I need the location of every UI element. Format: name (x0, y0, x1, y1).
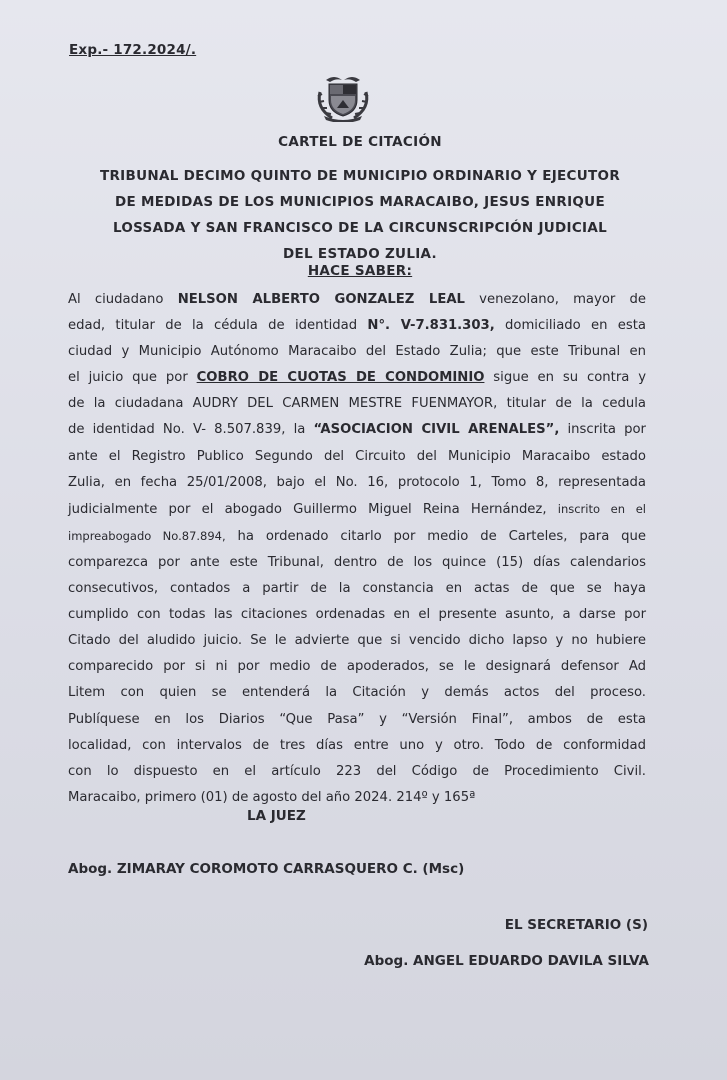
body-line: de la ciudadana AUDRY DEL CARMEN MESTRE FUENMAYOR, titular de la cedula (68, 396, 646, 412)
body-line: Al ciudadano NELSON ALBERTO GONZALEZ LEAL venezolano, mayor de (68, 292, 646, 307)
secretary-title: EL SECRETARIO (S) (504, 917, 648, 933)
tribunal-line: DEL ESTADO ZULIA. (283, 246, 437, 262)
tribunal-line: TRIBUNAL DECIMO QUINTO DE MUNICIPIO ORDINARIO Y EJECUTOR (99, 168, 621, 184)
case-type: COBRO DE CUOTAS DE CONDOMINIO (196, 370, 485, 386)
body-line: Publíquese en los Diarios “Que Pasa” y “Versión Final”, ambos de esta (68, 711, 646, 727)
body-line: comparezca por ante este Tribunal, dentro de los quince (15) días calendarios (68, 554, 646, 570)
body-line: localidad, con intervalos de tres días entre uno y otro. Todo de conformidad (68, 737, 646, 753)
judge-title: LA JUEZ (247, 808, 306, 824)
tribunal-line: LOSSADA Y SAN FRANCISCO DE LA CIRCUNSCRIPCIÓN JUDICIAL (112, 220, 608, 236)
document-title: CARTEL DE CITACIÓN (278, 134, 442, 150)
body-line: ciudad y Municipio Autónomo Maracaibo del Estado Zulia; que este Tribunal en (68, 344, 646, 360)
body-line: con lo dispuesto en el artículo 223 del Código de Procedimiento Civil. (68, 763, 646, 779)
body-line: cumplido con todas las citaciones ordenadas en el presente asunto, a darse por (68, 607, 646, 623)
body-line: impreabogado No.87.894, ha ordenado citarlo por medio de Carteles, para que (68, 528, 646, 544)
body-line: Litem con quien se entenderá la Citación y demás actos del proceso. (68, 685, 646, 701)
secretary-name: Abog. ANGEL EDUARDO DAVILA SILVA (364, 953, 649, 969)
judge-name: Abog. ZIMARAY COROMOTO CARRASQUERO C. (Msc) (68, 861, 465, 877)
plaintiff-name: “ASOCIACION CIVIL ARENALES”, (313, 422, 560, 438)
body-line: Zulia, en fecha 25/01/2008, bajo el No. 16, protocolo 1, Tomo 8, representada (68, 474, 646, 490)
tribunal-line: DE MEDIDAS DE LOS MUNICIPIOS MARACAIBO, JESUS ENRIQUE (115, 194, 605, 210)
body-line: Citado del aludido juicio. Se le advierte que si vencido dicho lapso y no hubiere (68, 633, 646, 649)
defendant-id: N°. V-7.831.303, (367, 318, 495, 334)
venezuela-coat-of-arms-icon (312, 72, 374, 122)
hace-saber-text: HACE SABER: (307, 263, 413, 279)
citation-body (68, 287, 646, 811)
body-line: Maracaibo, primero (01) de agosto del año 2024. 214º y 165ª (68, 789, 476, 805)
body-line: el juicio que por COBRO DE CUOTAS DE CONDOMINIO sigue en su contra y (68, 370, 646, 386)
body-line: judicialmente por el abogado Guillermo Miguel Reina Hernández, inscrito en el (68, 501, 646, 517)
body-line: comparecido por si ni por medio de apoderados, se le designará defensor Ad (68, 659, 646, 675)
tribunal-heading (60, 163, 660, 267)
body-line: edad, titular de la cédula de identidad N°. V-7.831.303, domiciliado en esta (68, 318, 647, 334)
body-line: consecutivos, contados a partir de la constancia en actas de que se haya (68, 581, 646, 597)
expediente-number: Exp.- 172.2024/. (69, 42, 197, 58)
body-line: de identidad No. V- 8.507.839, la “ASOCIACION CIVIL ARENALES”, inscrita por (68, 422, 646, 438)
defendant-name: NELSON ALBERTO GONZALEZ LEAL (177, 292, 465, 307)
hace-saber-heading (60, 263, 660, 279)
body-line: ante el Registro Publico Segundo del Circuito del Municipio Maracaibo estado (68, 448, 646, 464)
